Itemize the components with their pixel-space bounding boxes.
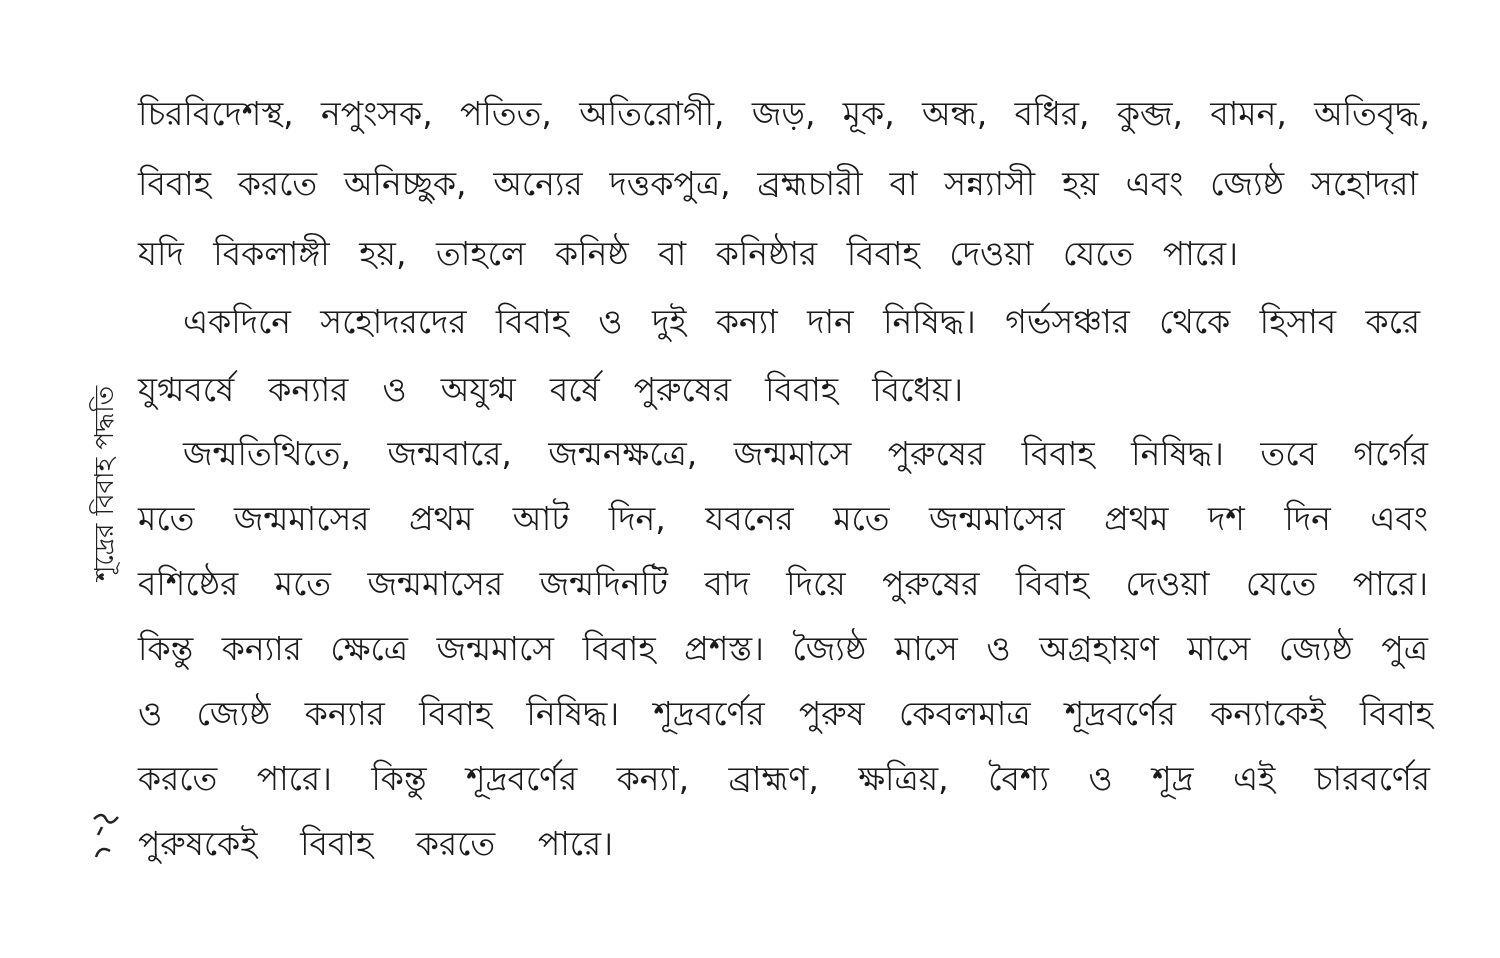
text-line: ও জ্যেষ্ঠ কন্যার বিবাহ নিষিদ্ধ। শূদ্রবর্ণের পুরুষ কেবলমাত্র শূদ্রবর্ণের কন্যাকেই বিবাহ <box>138 694 1433 733</box>
text-line: করতে পারে। কিন্তু শূদ্রবর্ণের কন্যা, ব্রাহ্মণ, ক্ষত্রিয়, বৈশ্য ও শূদ্র এই চারবর্ণের <box>138 759 1430 798</box>
text-line: বিবাহ করতে অনিচ্ছুক, অন্যের দত্তকপুত্র, ব্রহ্মচারী বা সন্ন্যাসী হয় এবং জ্যেষ্ঠ সহোদরা <box>138 164 1418 203</box>
text-line: মতে জন্মমাসের প্রথম আট দিন, যবনের মতে জন্মমাসের প্রথম দশ দিন এবং <box>138 499 1428 538</box>
text-line: একদিনে সহোদরদের বিবাহ ও দুই কন্যা দান নিষিদ্ধ। গর্ভসঞ্চার থেকে হিসাব করে <box>183 302 1420 341</box>
text-line: চিরবিদেশস্থ, নপুংসক, পতিত, অতিরোগী, জড়, মূক, অন্ধ, বধির, কুব্জ, বামন, অতিবৃদ্ধ, <box>138 94 1430 133</box>
text-line: যদি বিকলাঙ্গী হয়, তাহলে কনিষ্ঠ বা কনিষ্ঠার বিবাহ দেওয়া যেতে পারে। <box>138 234 1238 273</box>
text-line: বশিষ্ঠের মতে জন্মমাসের জন্মদিনটি বাদ দিয়ে পুরুষের বিবাহ দেওয়া যেতে পারে। <box>138 564 1428 603</box>
text-line: জন্মতিথিতে, জন্মবারে, জন্মনক্ষত্রে, জন্মমাসে পুরুষের বিবাহ নিষিদ্ধ। তবে গর্গের <box>183 434 1428 473</box>
text-line: পুরুষকেই বিবাহ করতে পারে। <box>138 824 613 863</box>
margin-annotation: শূদ্রের বিবাহ পদ্ধতি <box>90 385 120 581</box>
text-line: যুগ্মবর্ষে কন্যার ও অযুগ্ম বর্ষে পুরুষের বিবাহ বিধেয়। <box>138 370 963 409</box>
margin-scribble <box>88 805 128 865</box>
text-line: কিন্তু কন্যার ক্ষেত্রে জন্মমাসে বিবাহ প্রশস্ত। জ্যৈষ্ঠ মাসে ও অগ্রহায়ণ মাসে জ্যেষ্ঠ পুত্র <box>138 629 1428 668</box>
